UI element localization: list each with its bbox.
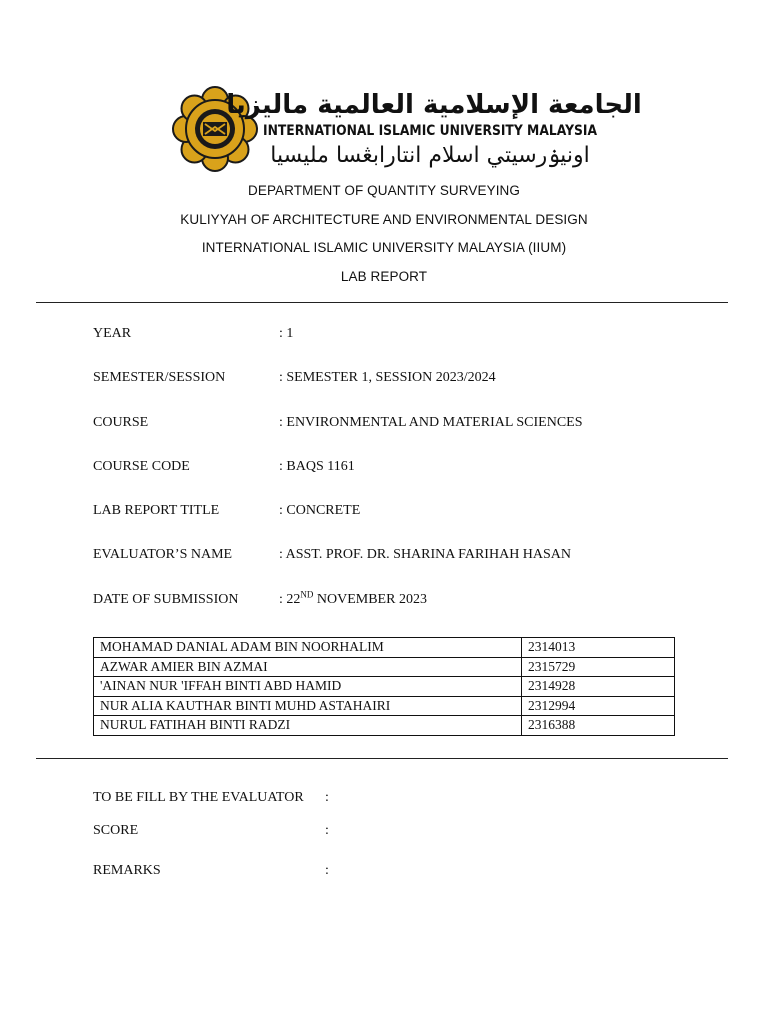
score-colon: : bbox=[325, 823, 329, 838]
field-value: : 1 bbox=[279, 326, 294, 341]
divider-top bbox=[36, 302, 728, 303]
field-value bbox=[279, 589, 427, 608]
field-value: : ENVIRONMENTAL AND MATERIAL SCIENCES bbox=[279, 415, 583, 430]
field-value: : SEMESTER 1, SESSION 2023/2024 bbox=[279, 370, 496, 385]
student-id: 2314013 bbox=[522, 638, 675, 658]
student-id: 2314928 bbox=[522, 677, 675, 697]
student-name: NURUL FATIHAH BINTI RADZI bbox=[94, 716, 522, 736]
field-value: : CONCRETE bbox=[279, 503, 361, 518]
student-id: 2312994 bbox=[522, 696, 675, 716]
evaluator-colon: : bbox=[325, 790, 329, 805]
student-name: 'AINAN NUR 'IFFAH BINTI ABD HAMID bbox=[94, 677, 522, 697]
field-label: COURSE CODE bbox=[93, 459, 190, 474]
department-name: DEPARTMENT OF QUANTITY SURVEYING bbox=[248, 183, 520, 198]
table-row bbox=[94, 657, 675, 677]
student-name: AZWAR AMIER BIN AZMAI bbox=[94, 657, 522, 677]
student-id: 2315729 bbox=[522, 657, 675, 677]
field-label: SEMESTER/SESSION bbox=[93, 370, 226, 385]
score-label: SCORE bbox=[93, 823, 139, 838]
field-value: : BAQS 1161 bbox=[279, 459, 355, 474]
remarks-colon: : bbox=[325, 863, 329, 878]
table-row bbox=[94, 696, 675, 716]
student-name: MOHAMAD DANIAL ADAM BIN NOORHALIM bbox=[94, 638, 522, 658]
date-ordinal: ND bbox=[300, 589, 314, 600]
student-table bbox=[93, 637, 675, 736]
kulliyyah-name: KULIYYAH OF ARCHITECTURE AND ENVIRONMENTAL DESIGN bbox=[180, 212, 588, 227]
logo-arabic-name: الجامعة الإسلامية العالمية ماليزيا bbox=[226, 90, 642, 120]
table-row bbox=[94, 716, 675, 736]
divider-bottom bbox=[36, 758, 728, 759]
university-name: INTERNATIONAL ISLAMIC UNIVERSITY MALAYSIA (IIUM) bbox=[201, 240, 567, 255]
field-label: DATE OF SUBMISSION bbox=[93, 592, 239, 607]
field-value: : ASST. PROF. DR. SHARINA FARIHAH HASAN bbox=[279, 547, 572, 562]
student-id: 2316388 bbox=[522, 716, 675, 736]
evaluator-label: TO BE FILL BY THE EVALUATOR bbox=[93, 790, 304, 805]
field-label: COURSE bbox=[93, 415, 149, 430]
field-label: LAB REPORT TITLE bbox=[93, 503, 220, 518]
table-row bbox=[94, 638, 675, 658]
document-type: LAB REPORT bbox=[340, 269, 428, 284]
remarks-label: REMARKS bbox=[93, 863, 161, 878]
logo-jawi-name: اونيۏرسيتي اسلام انتارابڠسا مليسيا bbox=[270, 143, 590, 168]
field-label: EVALUATOR’S NAME bbox=[93, 547, 233, 562]
student-name: NUR ALIA KAUTHAR BINTI MUHD ASTAHAIRI bbox=[94, 696, 522, 716]
field-label: YEAR bbox=[93, 326, 132, 341]
logo-english-name: INTERNATIONAL ISLAMIC UNIVERSITY MALAYSIA bbox=[263, 123, 598, 139]
date-suffix: NOVEMBER 2023 bbox=[313, 592, 427, 607]
date-prefix: : 22 bbox=[279, 592, 301, 607]
table-row bbox=[94, 677, 675, 697]
iium-logo bbox=[170, 86, 642, 172]
